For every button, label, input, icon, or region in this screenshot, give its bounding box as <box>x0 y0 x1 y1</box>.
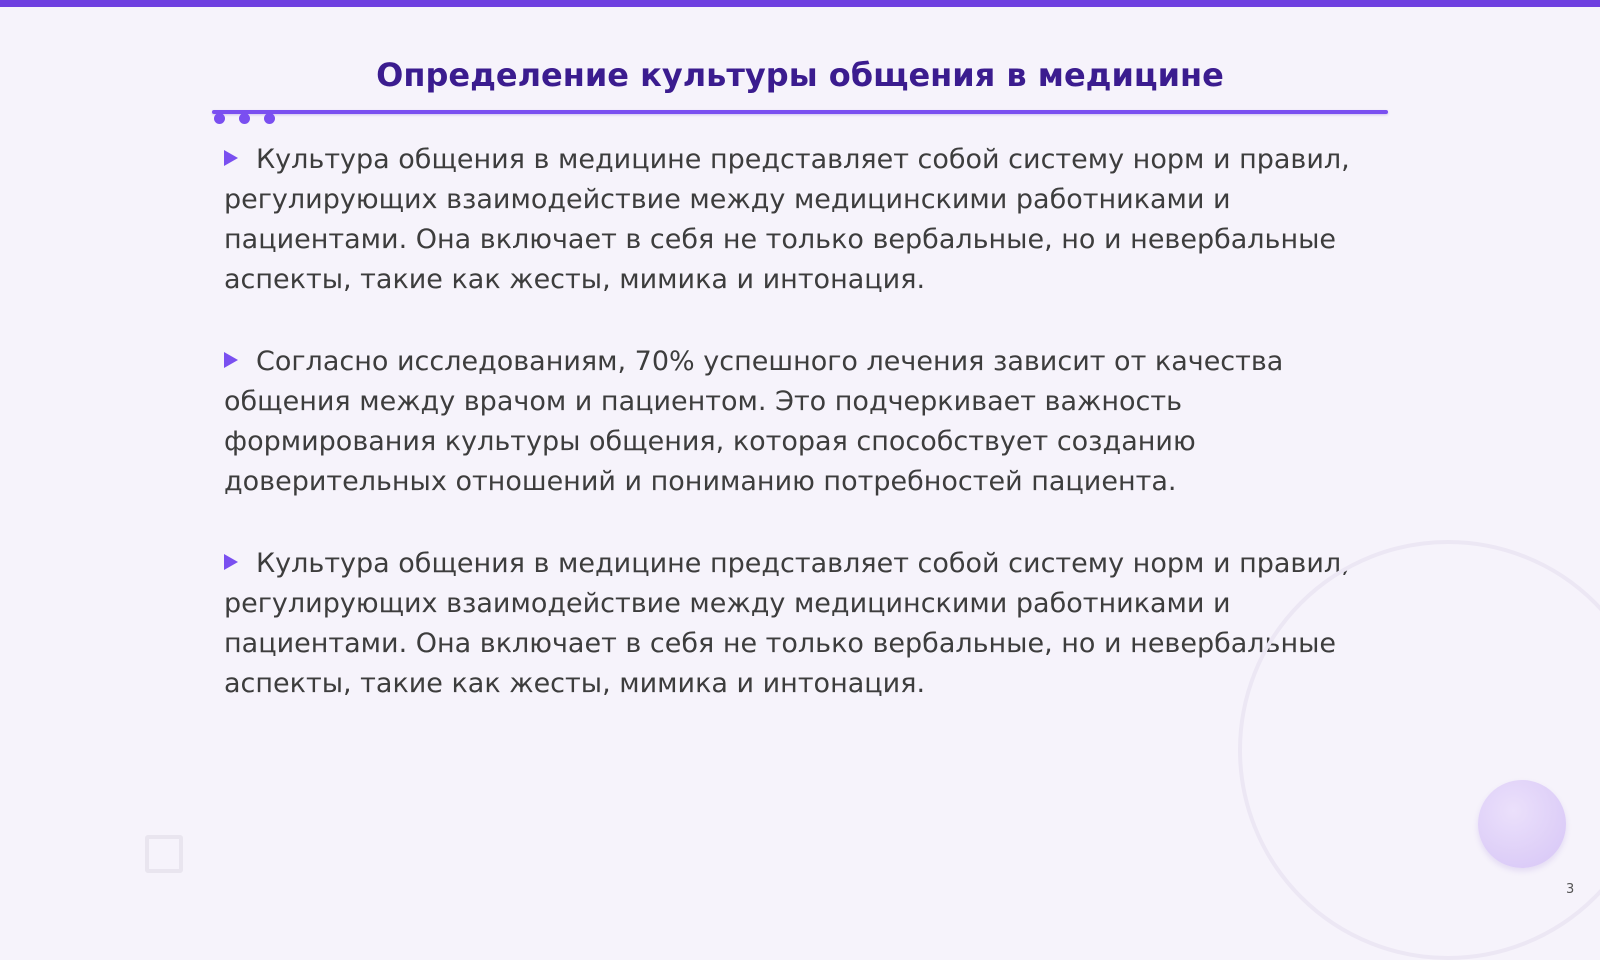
triangle-right-icon <box>224 150 238 166</box>
decorative-square <box>145 835 183 873</box>
decorative-dot <box>239 113 250 124</box>
decorative-circle <box>1478 780 1566 868</box>
triangle-right-icon <box>224 554 238 570</box>
bullet-item <box>224 140 1364 300</box>
bullet-text: Культура общения в медицине представляет собой систему норм и правил, регулирующих взаимодействие между медицинскими работниками и пациентами. Она включает в себя не только вербальные, но и невербальные аспекты, такие как жесты, мимика и интонация. <box>224 548 1350 699</box>
decorative-dot <box>214 113 225 124</box>
page-number: 3 <box>1566 882 1575 897</box>
bullet-list <box>224 140 1364 746</box>
bullet-item <box>224 342 1364 502</box>
bullet-text: Культура общения в медицине представляет собой систему норм и правил, регулирующих взаимодействие между медицинскими работниками и пациентами. Она включает в себя не только вербальные, но и невербальные аспекты, такие как жесты, мимика и интонация. <box>224 144 1350 295</box>
top-accent-bar <box>0 0 1600 7</box>
triangle-right-icon <box>224 352 238 368</box>
decorative-dot <box>264 113 275 124</box>
bullet-text: Согласно исследованиям, 70% успешного лечения зависит от качества общения между врачом и пациентом. Это подчеркивает важность формирования культуры общения, которая способствует созданию доверительных отношений и пониманию потребностей пациента. <box>224 346 1284 497</box>
title-underline <box>212 110 1388 114</box>
bullet-item <box>224 544 1364 704</box>
slide-title: Определение культуры общения в медицине <box>376 56 1224 94</box>
